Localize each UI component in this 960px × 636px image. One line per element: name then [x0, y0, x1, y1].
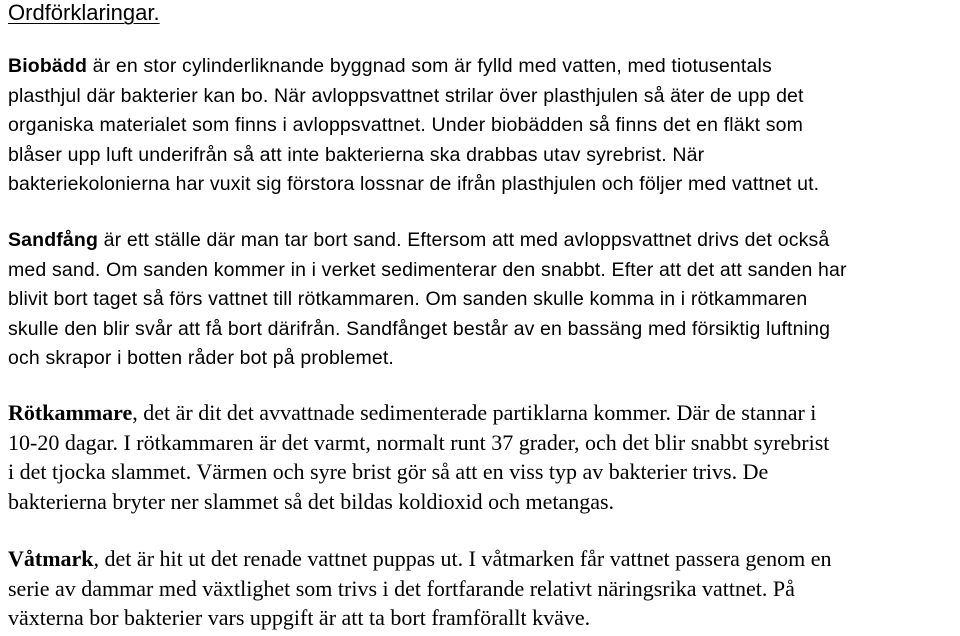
definition-line: 10-20 dagar. I rötkammaren är det varmt, normalt runt 37 grader, och det blir snabbt syrebrist [8, 429, 830, 455]
definition-line: blåser upp luft underifrån så att inte bakterierna ska drabbas utav syrebrist. När [8, 143, 705, 166]
definition-rotkammare [8, 398, 954, 516]
definition-line: växterna bor bakterier vars uppgift är att ta bort framförallt kväve. [8, 605, 591, 630]
term-vatmark: Våtmark [8, 546, 94, 571]
definition-text: är ett ställe där man tar bort sand. Eftersom att med avloppsvattnet drivs det också [98, 229, 830, 251]
definition-line: i det tjocka slammet. Värmen och syre brist gör så att en viss typ av bakterier trivs. De [8, 459, 769, 484]
definition-line: skulle den blir svår att få bort därifrån. Sandfånget består av en bassäng med försiktig luftning [8, 317, 831, 340]
term-sandfang: Sandfång [8, 229, 99, 251]
definition-text: , det är hit ut det renade vattnet puppas ut. I våtmarken får vattnet passera genom en [93, 546, 832, 571]
definition-line: blivit bort taget så förs vattnet till rötkammaren. Om sanden skulle komma in i rötkammaren [8, 288, 808, 310]
definition-line: och skrapor i botten råder bot på problemet. [8, 347, 394, 369]
definition-text: är en stor cylinderliknande byggnad som är fylld med vatten, med tiotusentals [87, 55, 772, 77]
definition-line: plasthjul där bakterier kan bo. När avloppsvattnet strilar över plasthjulen så äter de upp det [8, 84, 804, 107]
definition-line: med sand. Om sanden kommer in i verket sedimenterar den snabbt. Efter att det att sanden har [8, 258, 847, 281]
definition-line: organiska materialet som finns i avloppsvattnet. Under biobädden så finns det en fläkt som [8, 114, 804, 136]
definition-biobadd [8, 52, 954, 200]
definition-text: , det är dit det avvattnade sedimenterade partiklarna kommer. Där de stannar i [132, 400, 817, 425]
definition-sandfang [8, 226, 954, 374]
page-heading: Ordförklaringar. [8, 0, 160, 25]
definition-line [8, 544, 954, 574]
definition-line [8, 52, 954, 82]
definition-line: bakteriekolonierna har vuxit sig förstora lossnar de ifrån plasthjulen och följer med vattnet ut. [8, 173, 820, 195]
term-biobadd: Biobädd [8, 55, 88, 77]
definition-line: bakterierna bryter ner slammet så det bildas koldioxid och metangas. [8, 488, 615, 514]
definition-line [8, 398, 954, 428]
definition-line [8, 226, 954, 256]
definition-vatmark [8, 544, 954, 633]
definition-line: serie av dammar med växtlighet som trivs i det fortfarande relativt näringsrika vattnet. På [8, 575, 795, 601]
term-rotkammare: Rötkammare [8, 400, 133, 425]
